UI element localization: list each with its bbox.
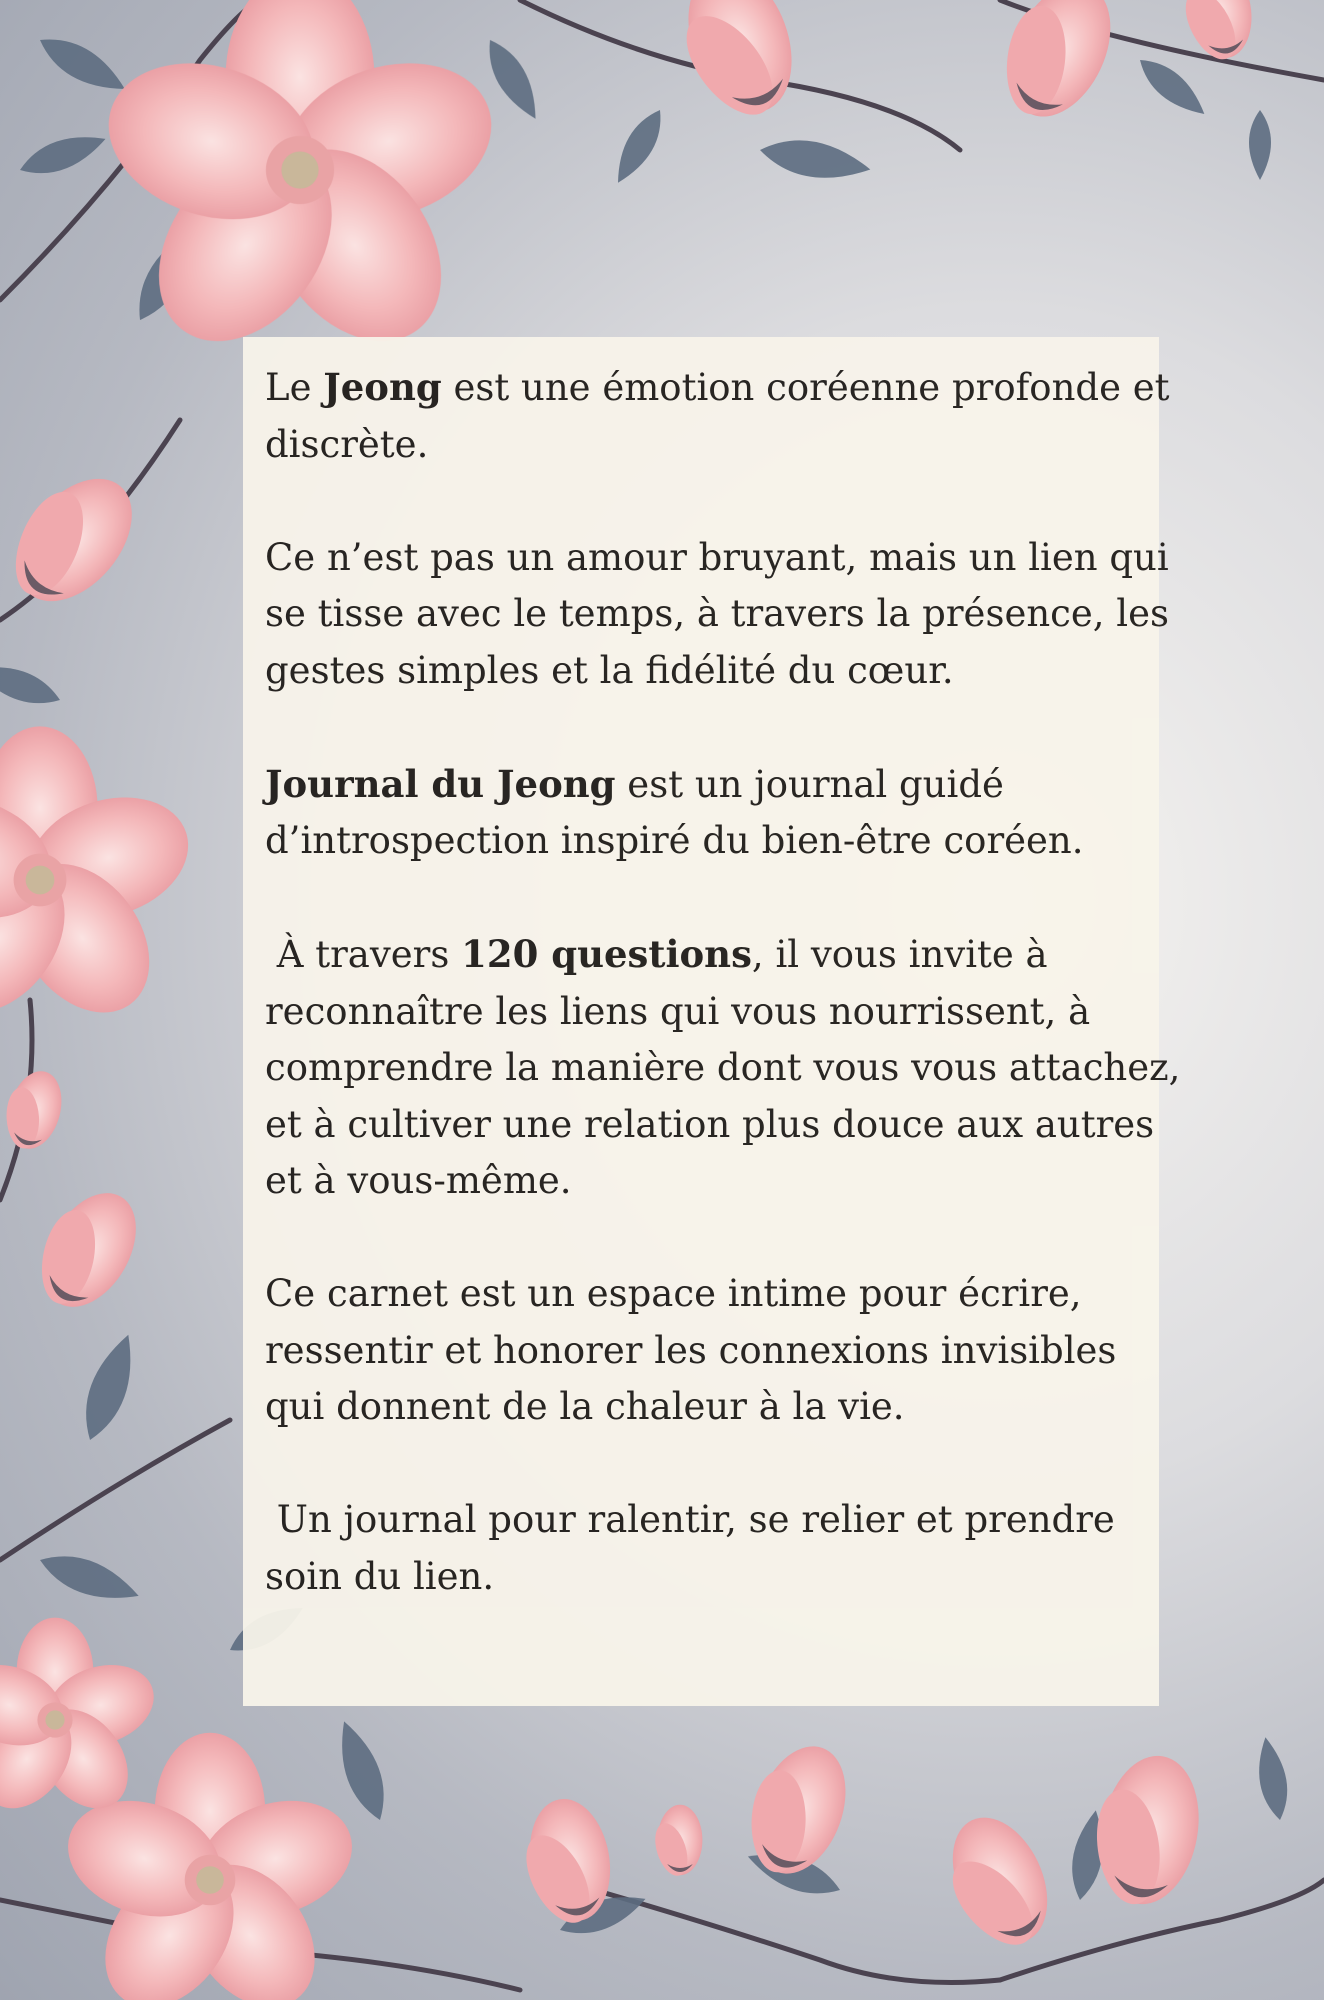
text-run-bold: Jeong (323, 365, 442, 409)
text-line: ressentir et honorer les connexions invisibles (265, 1328, 1117, 1372)
description-panel (243, 337, 1181, 1706)
text-line: qui donnent de la chaleur à la vie. (265, 1385, 905, 1428)
text-run: est un journal guidé (615, 762, 1004, 806)
text-line: Ce n’est pas un amour bruyant, mais un lien qui (265, 535, 1169, 579)
paragraph-jeong-definition (265, 359, 1170, 473)
text-line: reconnaître les liens qui vous nourrissent, à (265, 989, 1091, 1033)
paragraph-not-loud-love (265, 530, 1170, 700)
text-line: Un journal pour ralentir, se relier et prendre (265, 1498, 1115, 1541)
text-line: et à cultiver une relation plus douce aux autres (265, 1102, 1155, 1146)
text-line: d’introspection inspiré du bien-être coréen. (265, 819, 1084, 862)
text-line: soin du lien. (265, 1554, 495, 1598)
paragraph-journal-intro (265, 756, 1139, 870)
paragraph-closing (265, 1492, 1139, 1605)
paragraph-intimate-space (265, 1266, 1139, 1436)
text-run: À travers (265, 933, 462, 976)
text-line: comprendre la manière dont vous vous attachez, (265, 1046, 1181, 1089)
text-run: , il vous invite à (751, 933, 1048, 976)
text-run: Le (265, 366, 324, 409)
text-run-bold: Journal du Jeong (265, 761, 616, 806)
text-line: discrète. (265, 422, 429, 466)
text-run: est une émotion coréenne profonde et (441, 366, 1170, 409)
text-line: se tisse avec le temps, à travers la présence, les (265, 592, 1170, 635)
text-line: et à vous-même. (265, 1159, 572, 1202)
text-line: gestes simples et la fidélité du cœur. (265, 648, 954, 692)
text-run-bold: 120 questions (461, 932, 752, 976)
description-text (265, 359, 1181, 1605)
text-line: Ce carnet est un espace intime pour écrire, (265, 1272, 1082, 1315)
paragraph-120-questions (265, 926, 1181, 1210)
